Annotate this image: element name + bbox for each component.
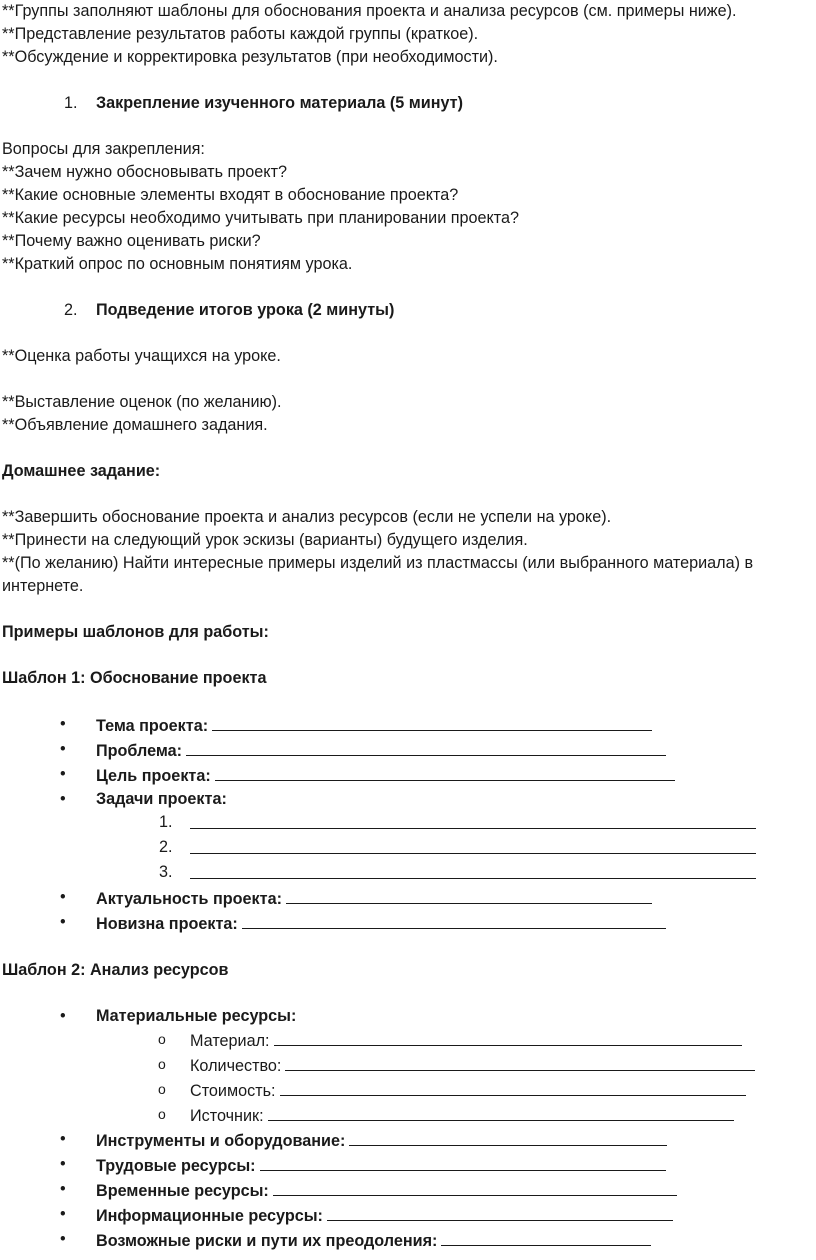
quantity-item (0, 1053, 816, 1078)
time-label: Временные ресурсы: (96, 1182, 269, 1200)
circle-bullet-icon: o (158, 1081, 166, 1097)
cost-label: Стоимость: (190, 1082, 276, 1100)
topic-blank-line[interactable] (212, 713, 652, 731)
template-2-info (0, 1203, 816, 1228)
cost-item (0, 1078, 816, 1103)
circle-bullet-icon: o (158, 1056, 166, 1072)
templates-title: Примеры шаблонов для работы: (2, 623, 269, 641)
template-2-title: Шаблон 2: Анализ ресурсов (2, 961, 229, 979)
question-3: **Какие ресурсы необходимо учитывать при планировании проекта? (2, 209, 520, 227)
goal-blank-line[interactable] (215, 763, 675, 781)
question-1: **Зачем нужно обосновывать проект? (2, 163, 287, 181)
template-2-tools (0, 1128, 816, 1153)
quantity-blank-line[interactable] (285, 1053, 755, 1071)
template-1-tasks (0, 788, 816, 811)
homework-title: Домашнее задание: (2, 462, 161, 480)
info-label: Информационные ресурсы: (96, 1207, 323, 1225)
tools-label: Инструменты и оборудование: (96, 1132, 346, 1150)
bullet-icon: • (60, 790, 66, 808)
section-1-number: 1. (64, 94, 78, 112)
task-item-2 (0, 836, 816, 861)
question-5: **Краткий опрос по основным понятиям урока. (2, 255, 353, 273)
novelty-blank-line[interactable] (242, 911, 666, 929)
bullet-icon: • (60, 913, 66, 931)
goal-label: Цель проекта: (96, 767, 211, 785)
time-blank-line[interactable] (273, 1178, 677, 1196)
bullet-icon: • (60, 765, 66, 783)
template-2-labor (0, 1153, 816, 1178)
labor-label: Трудовые ресурсы: (96, 1157, 256, 1175)
question-4: **Почему важно оценивать риски? (2, 232, 261, 250)
info-blank-line[interactable] (327, 1203, 673, 1221)
task-item-3 (0, 861, 816, 886)
source-label: Источник: (190, 1107, 264, 1125)
risks-label: Возможные риски и пути их преодоления: (96, 1232, 438, 1250)
task-item-1 (0, 811, 816, 836)
bullet-icon: • (60, 740, 66, 758)
task-2-blank-line[interactable] (190, 836, 756, 854)
material-label: Материал: (190, 1032, 270, 1050)
task-3-blank-line[interactable] (190, 861, 756, 879)
template-1-topic (0, 713, 816, 738)
section-1-heading (0, 92, 816, 115)
template-2-material-resources (0, 1005, 816, 1028)
intro-line-3: **Обсуждение и корректировка результатов (при необходимости). (2, 48, 498, 66)
question-2: **Какие основные элементы входят в обоснование проекта? (2, 186, 459, 204)
homework-item-3: **(По желанию) Найти интересные примеры изделий из пластмассы (или выбранного материала) в интернете. (2, 554, 754, 595)
problem-label: Проблема: (96, 742, 183, 760)
questions-label: Вопросы для закрепления: (2, 140, 205, 158)
task-number: 1. (159, 813, 173, 831)
labor-blank-line[interactable] (260, 1153, 666, 1171)
section-2-number: 2. (64, 301, 78, 319)
risks-blank-line[interactable] (441, 1228, 651, 1246)
task-1-blank-line[interactable] (190, 811, 756, 829)
novelty-label: Новизна проекта: (96, 915, 238, 933)
intro-line-2: **Представление результатов работы каждой группы (краткое). (2, 25, 479, 43)
material-resources-label: Материальные ресурсы: (96, 1007, 297, 1025)
bullet-icon: • (60, 1230, 66, 1248)
summary-line-1: **Оценка работы учащихся на уроке. (2, 347, 281, 365)
summary-line-2: **Выставление оценок (по желанию). (2, 393, 282, 411)
template-2-risks (0, 1228, 816, 1253)
task-number: 3. (159, 863, 173, 881)
bullet-icon: • (60, 1155, 66, 1173)
template-2-time (0, 1178, 816, 1203)
section-2-heading (0, 299, 816, 322)
material-blank-line[interactable] (274, 1028, 742, 1046)
material-item (0, 1028, 816, 1053)
circle-bullet-icon: o (158, 1106, 166, 1122)
quantity-label: Количество: (190, 1057, 282, 1075)
homework-item-1: **Завершить обоснование проекта и анализ ресурсов (если не успели на уроке). (2, 508, 612, 526)
bullet-icon: • (60, 1205, 66, 1223)
bullet-icon: • (60, 888, 66, 906)
source-blank-line[interactable] (268, 1103, 734, 1121)
tasks-label: Задачи проекта: (96, 790, 227, 808)
relevance-label: Актуальность проекта: (96, 890, 282, 908)
bullet-icon: • (60, 1007, 66, 1025)
bullet-icon: • (60, 1180, 66, 1198)
section-2-title: Подведение итогов урока (2 минуты) (96, 301, 395, 319)
task-number: 2. (159, 838, 173, 856)
template-1-problem (0, 738, 816, 763)
section-1-title: Закрепление изученного материала (5 минут) (96, 94, 464, 112)
template-1-title: Шаблон 1: Обоснование проекта (2, 669, 267, 687)
relevance-blank-line[interactable] (286, 886, 652, 904)
source-item (0, 1103, 816, 1128)
cost-blank-line[interactable] (280, 1078, 746, 1096)
bullet-icon: • (60, 715, 66, 733)
problem-blank-line[interactable] (186, 738, 666, 756)
bullet-icon: • (60, 1130, 66, 1148)
template-1-goal (0, 763, 816, 788)
homework-item-2: **Принести на следующий урок эскизы (варианты) будущего изделия. (2, 531, 528, 549)
template-1-novelty (0, 911, 816, 936)
intro-line-1: **Группы заполняют шаблоны для обоснования проекта и анализа ресурсов (см. примеры ниже). (2, 2, 737, 20)
circle-bullet-icon: o (158, 1031, 166, 1047)
tools-blank-line[interactable] (349, 1128, 667, 1146)
topic-label: Тема проекта: (96, 717, 209, 735)
summary-line-3: **Объявление домашнего задания. (2, 416, 268, 434)
template-1-relevance (0, 886, 816, 911)
